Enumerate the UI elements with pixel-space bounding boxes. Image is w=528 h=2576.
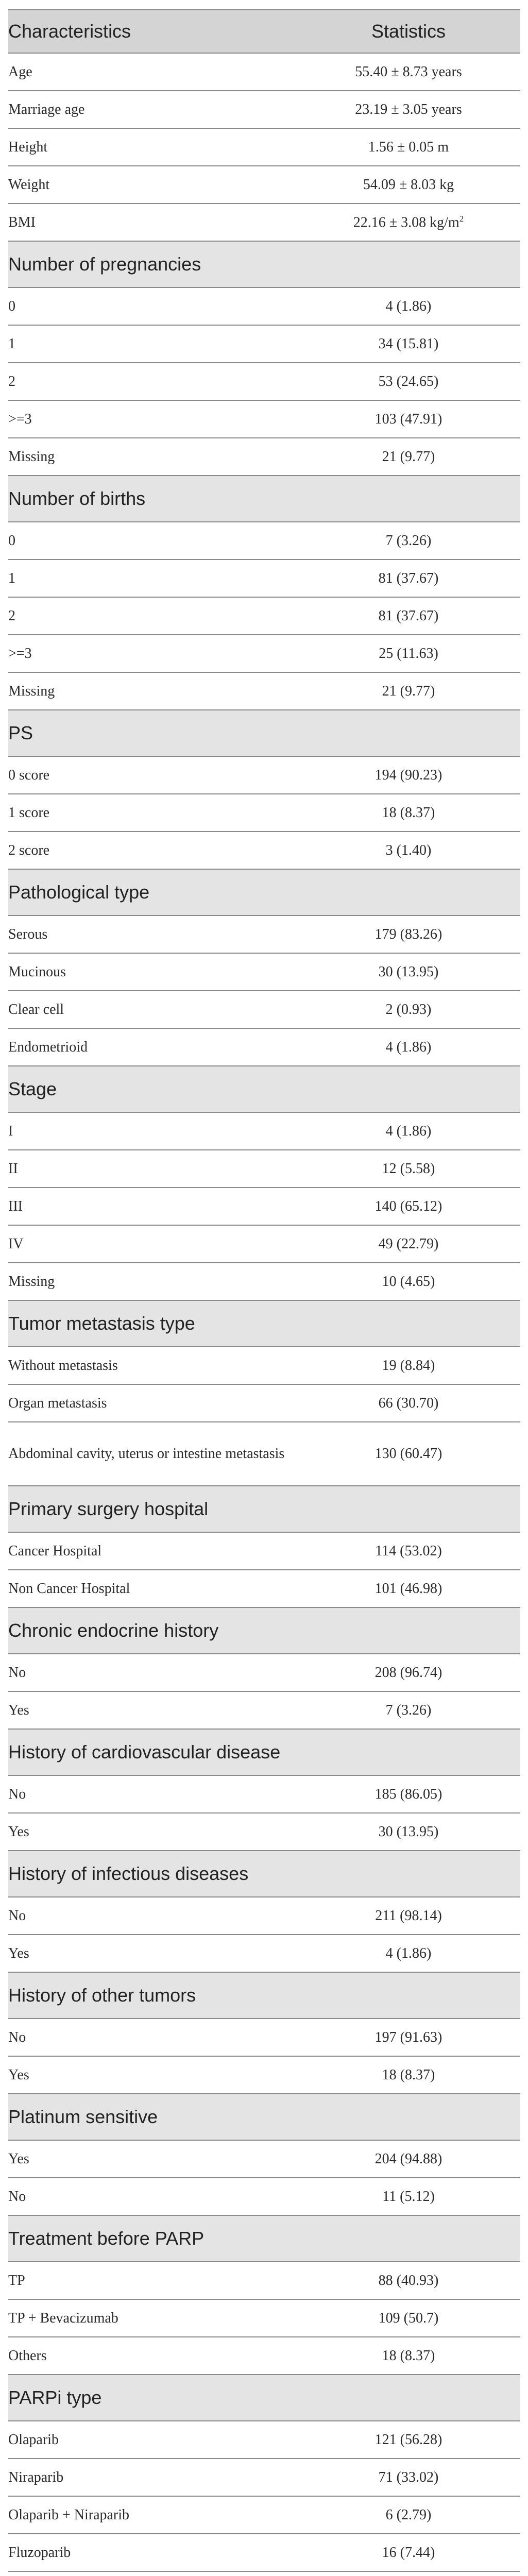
statistic-text: 11 (5.12) — [382, 2188, 435, 2205]
characteristic-label: BMI — [8, 204, 297, 241]
section-header-row — [8, 2375, 520, 2421]
characteristic-label: No — [8, 1897, 297, 1935]
characteristic-label: Niraparib — [8, 2459, 297, 2496]
statistic-text: 34 (15.81) — [378, 335, 439, 352]
statistic-value — [297, 1347, 520, 1384]
table-row — [8, 2140, 520, 2178]
section-header-row — [8, 710, 520, 756]
table-row — [8, 1188, 520, 1225]
statistic-text: 109 (50.7) — [378, 2310, 439, 2326]
statistic-text: 1.56 ± 0.05 m — [368, 139, 449, 155]
statistic-text: 21 (9.77) — [382, 683, 435, 699]
statistic-text: 101 (46.98) — [374, 1580, 442, 1597]
statistic-value — [297, 128, 520, 166]
table-row — [8, 1112, 520, 1150]
statistic-value — [297, 1813, 520, 1851]
statistic-value — [297, 1150, 520, 1188]
characteristic-label: 2 — [8, 597, 297, 635]
section-title: Treatment before PARP — [8, 2215, 520, 2262]
characteristic-label: Missing — [8, 672, 297, 710]
characteristic-label: Yes — [8, 2140, 297, 2178]
statistic-text: 114 (53.02) — [375, 1543, 442, 1559]
table-row — [8, 325, 520, 363]
statistic-text: 121 (56.28) — [374, 2431, 442, 2448]
statistic-value — [297, 991, 520, 1028]
characteristic-label: Olaparib — [8, 2421, 297, 2459]
section-header-row — [8, 1607, 520, 1654]
statistic-value — [297, 1263, 520, 1300]
statistic-value — [297, 1384, 520, 1422]
table-row — [8, 128, 520, 166]
statistic-value — [297, 363, 520, 400]
characteristic-label: Missing — [8, 1263, 297, 1300]
characteristic-label: Others — [8, 2337, 297, 2375]
statistic-value — [297, 1112, 520, 1150]
statistic-text: 12 (5.58) — [382, 1160, 435, 1177]
statistic-text: 194 (90.23) — [374, 767, 442, 783]
characteristic-label: Endometrioid — [8, 1028, 297, 1066]
table-row — [8, 1935, 520, 1972]
characteristic-label: Yes — [8, 1935, 297, 1972]
section-title: PS — [8, 710, 520, 756]
characteristic-label: Organ metastasis — [8, 1384, 297, 1422]
statistic-value — [297, 1897, 520, 1935]
section-title: PARPi type — [8, 2375, 520, 2421]
section-header-row — [8, 1300, 520, 1347]
table-row — [8, 2056, 520, 2094]
section-header-row — [8, 2094, 520, 2140]
statistic-value — [297, 400, 520, 438]
characteristic-label: Serous — [8, 916, 297, 953]
characteristic-label: Mucinous — [8, 953, 297, 991]
table-row — [8, 438, 520, 476]
statistic-text: 16 (7.44) — [382, 2544, 435, 2561]
statistic-value — [297, 597, 520, 635]
statistic-value — [297, 204, 520, 241]
table-row — [8, 2459, 520, 2496]
table-row — [8, 756, 520, 794]
statistic-text: 4 (1.86) — [385, 1039, 432, 1055]
table-row — [8, 916, 520, 953]
section-title: Stage — [8, 1066, 520, 1112]
statistic-value — [297, 1654, 520, 1691]
table-row — [8, 1384, 520, 1422]
statistic-value — [297, 2337, 520, 2375]
statistic-value — [297, 1691, 520, 1729]
table-row — [8, 1150, 520, 1188]
statistic-value — [297, 287, 520, 325]
table-row — [8, 1347, 520, 1384]
statistic-text: 208 (96.74) — [374, 1664, 442, 1681]
characteristic-label: TP — [8, 2262, 297, 2299]
statistic-text: 4 (1.86) — [385, 1123, 432, 1139]
characteristic-label: Without metastasis — [8, 1347, 297, 1384]
section-title: History of infectious diseases — [8, 1851, 520, 1897]
section-title: History of other tumors — [8, 1972, 520, 2019]
statistic-value — [297, 2534, 520, 2571]
table-row — [8, 1813, 520, 1851]
statistic-text: 21 (9.77) — [382, 448, 435, 465]
characteristic-label: 2 — [8, 363, 297, 400]
statistic-value — [297, 53, 520, 91]
section-title: Platinum sensitive — [8, 2094, 520, 2140]
statistic-value — [297, 2459, 520, 2496]
characteristics-table — [8, 9, 520, 2576]
characteristic-label: Age — [8, 53, 297, 91]
characteristic-label: Clear cell — [8, 991, 297, 1028]
statistic-value — [297, 2140, 520, 2178]
statistic-text: 3 (1.40) — [385, 842, 432, 858]
table-row — [8, 166, 520, 204]
statistic-text: 4 (1.86) — [385, 1945, 432, 1961]
statistic-value — [297, 560, 520, 597]
table-row — [8, 363, 520, 400]
table-row — [8, 1422, 520, 1486]
statistic-value — [297, 1775, 520, 1813]
table-row — [8, 522, 520, 560]
table-body — [8, 10, 520, 2576]
characteristic-label: 2 score — [8, 832, 297, 869]
section-title: Chronic endocrine history — [8, 1607, 520, 1654]
characteristic-label: III — [8, 1188, 297, 1225]
statistic-value — [297, 91, 520, 128]
characteristic-label: No — [8, 2019, 297, 2056]
table-row — [8, 2337, 520, 2375]
statistic-value — [297, 1570, 520, 1607]
table-row — [8, 2262, 520, 2299]
characteristic-label: 0 — [8, 522, 297, 560]
table-row — [8, 672, 520, 710]
table-row — [8, 53, 520, 91]
table-row — [8, 2178, 520, 2215]
statistic-text: 185 (86.05) — [374, 1786, 442, 1802]
statistic-text: 23.19 ± 3.05 years — [355, 101, 462, 117]
section-header-row — [8, 1851, 520, 1897]
table-row — [8, 953, 520, 991]
statistic-value — [297, 2056, 520, 2094]
statistic-text: 197 (91.63) — [374, 2029, 442, 2045]
characteristic-label: Yes — [8, 1813, 297, 1851]
statistic-value — [297, 522, 520, 560]
statistic-text: 30 (13.95) — [378, 1823, 439, 1840]
statistic-text: 25 (11.63) — [379, 645, 438, 662]
table-row — [8, 2299, 520, 2337]
characteristic-label: 0 — [8, 287, 297, 325]
statistic-text: 30 (13.95) — [378, 963, 439, 980]
statistic-text: 4 (1.86) — [385, 298, 432, 314]
statistic-text: 66 (30.70) — [378, 1395, 439, 1411]
table-row — [8, 832, 520, 869]
section-title: Number of pregnancies — [8, 241, 520, 287]
statistic-text: 6 (2.79) — [385, 2506, 432, 2523]
section-header-row — [8, 1972, 520, 2019]
statistic-value — [297, 794, 520, 832]
statistic-text: 103 (47.91) — [374, 411, 442, 427]
statistic-text: 55.40 ± 8.73 years — [355, 63, 462, 80]
statistic-value — [297, 166, 520, 204]
table-row — [8, 2019, 520, 2056]
statistic-text: 18 (8.37) — [382, 2347, 435, 2364]
header-characteristics: Characteristics — [8, 10, 297, 53]
statistic-text: 18 (8.37) — [382, 2066, 435, 2083]
statistic-text: 19 (8.84) — [382, 1357, 435, 1374]
section-title: Primary surgery hospital — [8, 1486, 520, 1532]
section-title: Pathological type — [8, 869, 520, 916]
statistic-text: 2 (0.93) — [385, 1001, 432, 1018]
statistic-value — [297, 2571, 520, 2576]
statistic-text: 49 (22.79) — [378, 1235, 439, 1252]
statistic-value — [297, 672, 520, 710]
unit-superscript: 2 — [459, 213, 464, 224]
statistic-text: 7 (3.26) — [385, 1702, 432, 1718]
statistic-value — [297, 1532, 520, 1570]
characteristic-label: Abdominal cavity, uterus or intestine metastasis — [8, 1422, 297, 1486]
characteristic-label: Yes — [8, 1691, 297, 1729]
section-header-row — [8, 241, 520, 287]
statistic-text: 211 (98.14) — [375, 1907, 442, 1924]
statistic-value — [297, 2178, 520, 2215]
statistic-value — [297, 2262, 520, 2299]
table-row — [8, 2421, 520, 2459]
characteristic-label: 0 score — [8, 756, 297, 794]
table-row — [8, 794, 520, 832]
section-header-row — [8, 1486, 520, 1532]
statistic-value — [297, 438, 520, 476]
statistic-text: 54.09 ± 8.03 kg — [363, 176, 454, 193]
characteristic-label: Missing — [8, 438, 297, 476]
table-row — [8, 1028, 520, 1066]
table-row — [8, 1897, 520, 1935]
characteristic-label: >=3 — [8, 635, 297, 672]
statistic-value — [297, 2019, 520, 2056]
table-row — [8, 2496, 520, 2534]
table-row — [8, 287, 520, 325]
section-title: Tumor metastasis type — [8, 1300, 520, 1347]
statistic-text: 22.16 ± 3.08 kg/m — [353, 214, 459, 231]
table-row — [8, 991, 520, 1028]
section-header-row — [8, 869, 520, 916]
statistic-text: 71 (33.02) — [378, 2469, 439, 2485]
section-header-row — [8, 1729, 520, 1775]
statistic-text: 10 (4.65) — [382, 1273, 435, 1290]
statistic-text: 140 (65.12) — [374, 1198, 442, 1214]
statistic-value — [297, 916, 520, 953]
table-row — [8, 2571, 520, 2576]
statistic-value — [297, 635, 520, 672]
table-row — [8, 1532, 520, 1570]
characteristic-label: No — [8, 2178, 297, 2215]
statistic-text: 179 (83.26) — [374, 926, 442, 942]
statistic-value — [297, 1422, 520, 1486]
characteristic-label: No — [8, 1654, 297, 1691]
table-row — [8, 400, 520, 438]
table-row — [8, 2534, 520, 2571]
table-row — [8, 1654, 520, 1691]
table-row — [8, 560, 520, 597]
statistic-value — [297, 2496, 520, 2534]
characteristic-label: 1 score — [8, 794, 297, 832]
header-statistics: Statistics — [297, 10, 520, 53]
characteristic-label: Non Cancer Hospital — [8, 1570, 297, 1607]
table-row — [8, 1775, 520, 1813]
section-title: History of cardiovascular disease — [8, 1729, 520, 1775]
statistic-value — [297, 832, 520, 869]
statistic-value — [297, 325, 520, 363]
characteristic-label: Olaparib + Niraparib — [8, 2496, 297, 2534]
section-header-row — [8, 2215, 520, 2262]
table-row — [8, 597, 520, 635]
statistic-text: 204 (94.88) — [374, 2150, 442, 2167]
characteristic-label: Fluzoparib — [8, 2534, 297, 2571]
section-header-row — [8, 476, 520, 522]
table-row — [8, 1263, 520, 1300]
characteristic-label: Height — [8, 128, 297, 166]
table-row — [8, 635, 520, 672]
statistic-text: 18 (8.37) — [382, 804, 435, 821]
section-title: Number of births — [8, 476, 520, 522]
characteristic-label: >=3 — [8, 400, 297, 438]
characteristic-label: TP + Bevacizumab — [8, 2299, 297, 2337]
statistic-value — [297, 2421, 520, 2459]
table-row — [8, 1691, 520, 1729]
statistic-value — [297, 1188, 520, 1225]
characteristic-label: Yes — [8, 2056, 297, 2094]
characteristic-label: No — [8, 1775, 297, 1813]
characteristic-label — [8, 2571, 297, 2576]
statistic-value — [297, 1935, 520, 1972]
statistic-value — [297, 953, 520, 991]
table-row — [8, 1225, 520, 1263]
characteristic-label: II — [8, 1150, 297, 1188]
statistic-value — [297, 2299, 520, 2337]
characteristic-label: Cancer Hospital — [8, 1532, 297, 1570]
characteristic-label: 1 — [8, 325, 297, 363]
characteristic-label: 1 — [8, 560, 297, 597]
statistic-value — [297, 1225, 520, 1263]
characteristic-label: IV — [8, 1225, 297, 1263]
statistic-text: 7 (3.26) — [385, 532, 432, 549]
statistic-text: 81 (37.67) — [378, 570, 439, 586]
statistic-value — [297, 1028, 520, 1066]
statistic-text: 81 (37.67) — [378, 607, 439, 624]
statistic-text: 53 (24.65) — [378, 373, 439, 389]
characteristic-label: Weight — [8, 166, 297, 204]
table-row — [8, 204, 520, 241]
statistic-value — [297, 756, 520, 794]
table-header-row — [8, 10, 520, 53]
characteristic-label: Marriage age — [8, 91, 297, 128]
characteristic-label: I — [8, 1112, 297, 1150]
section-header-row — [8, 1066, 520, 1112]
table-row — [8, 91, 520, 128]
table-row — [8, 1570, 520, 1607]
statistic-text: 88 (40.93) — [378, 2272, 439, 2289]
statistic-text: 130 (60.47) — [374, 1446, 442, 1462]
